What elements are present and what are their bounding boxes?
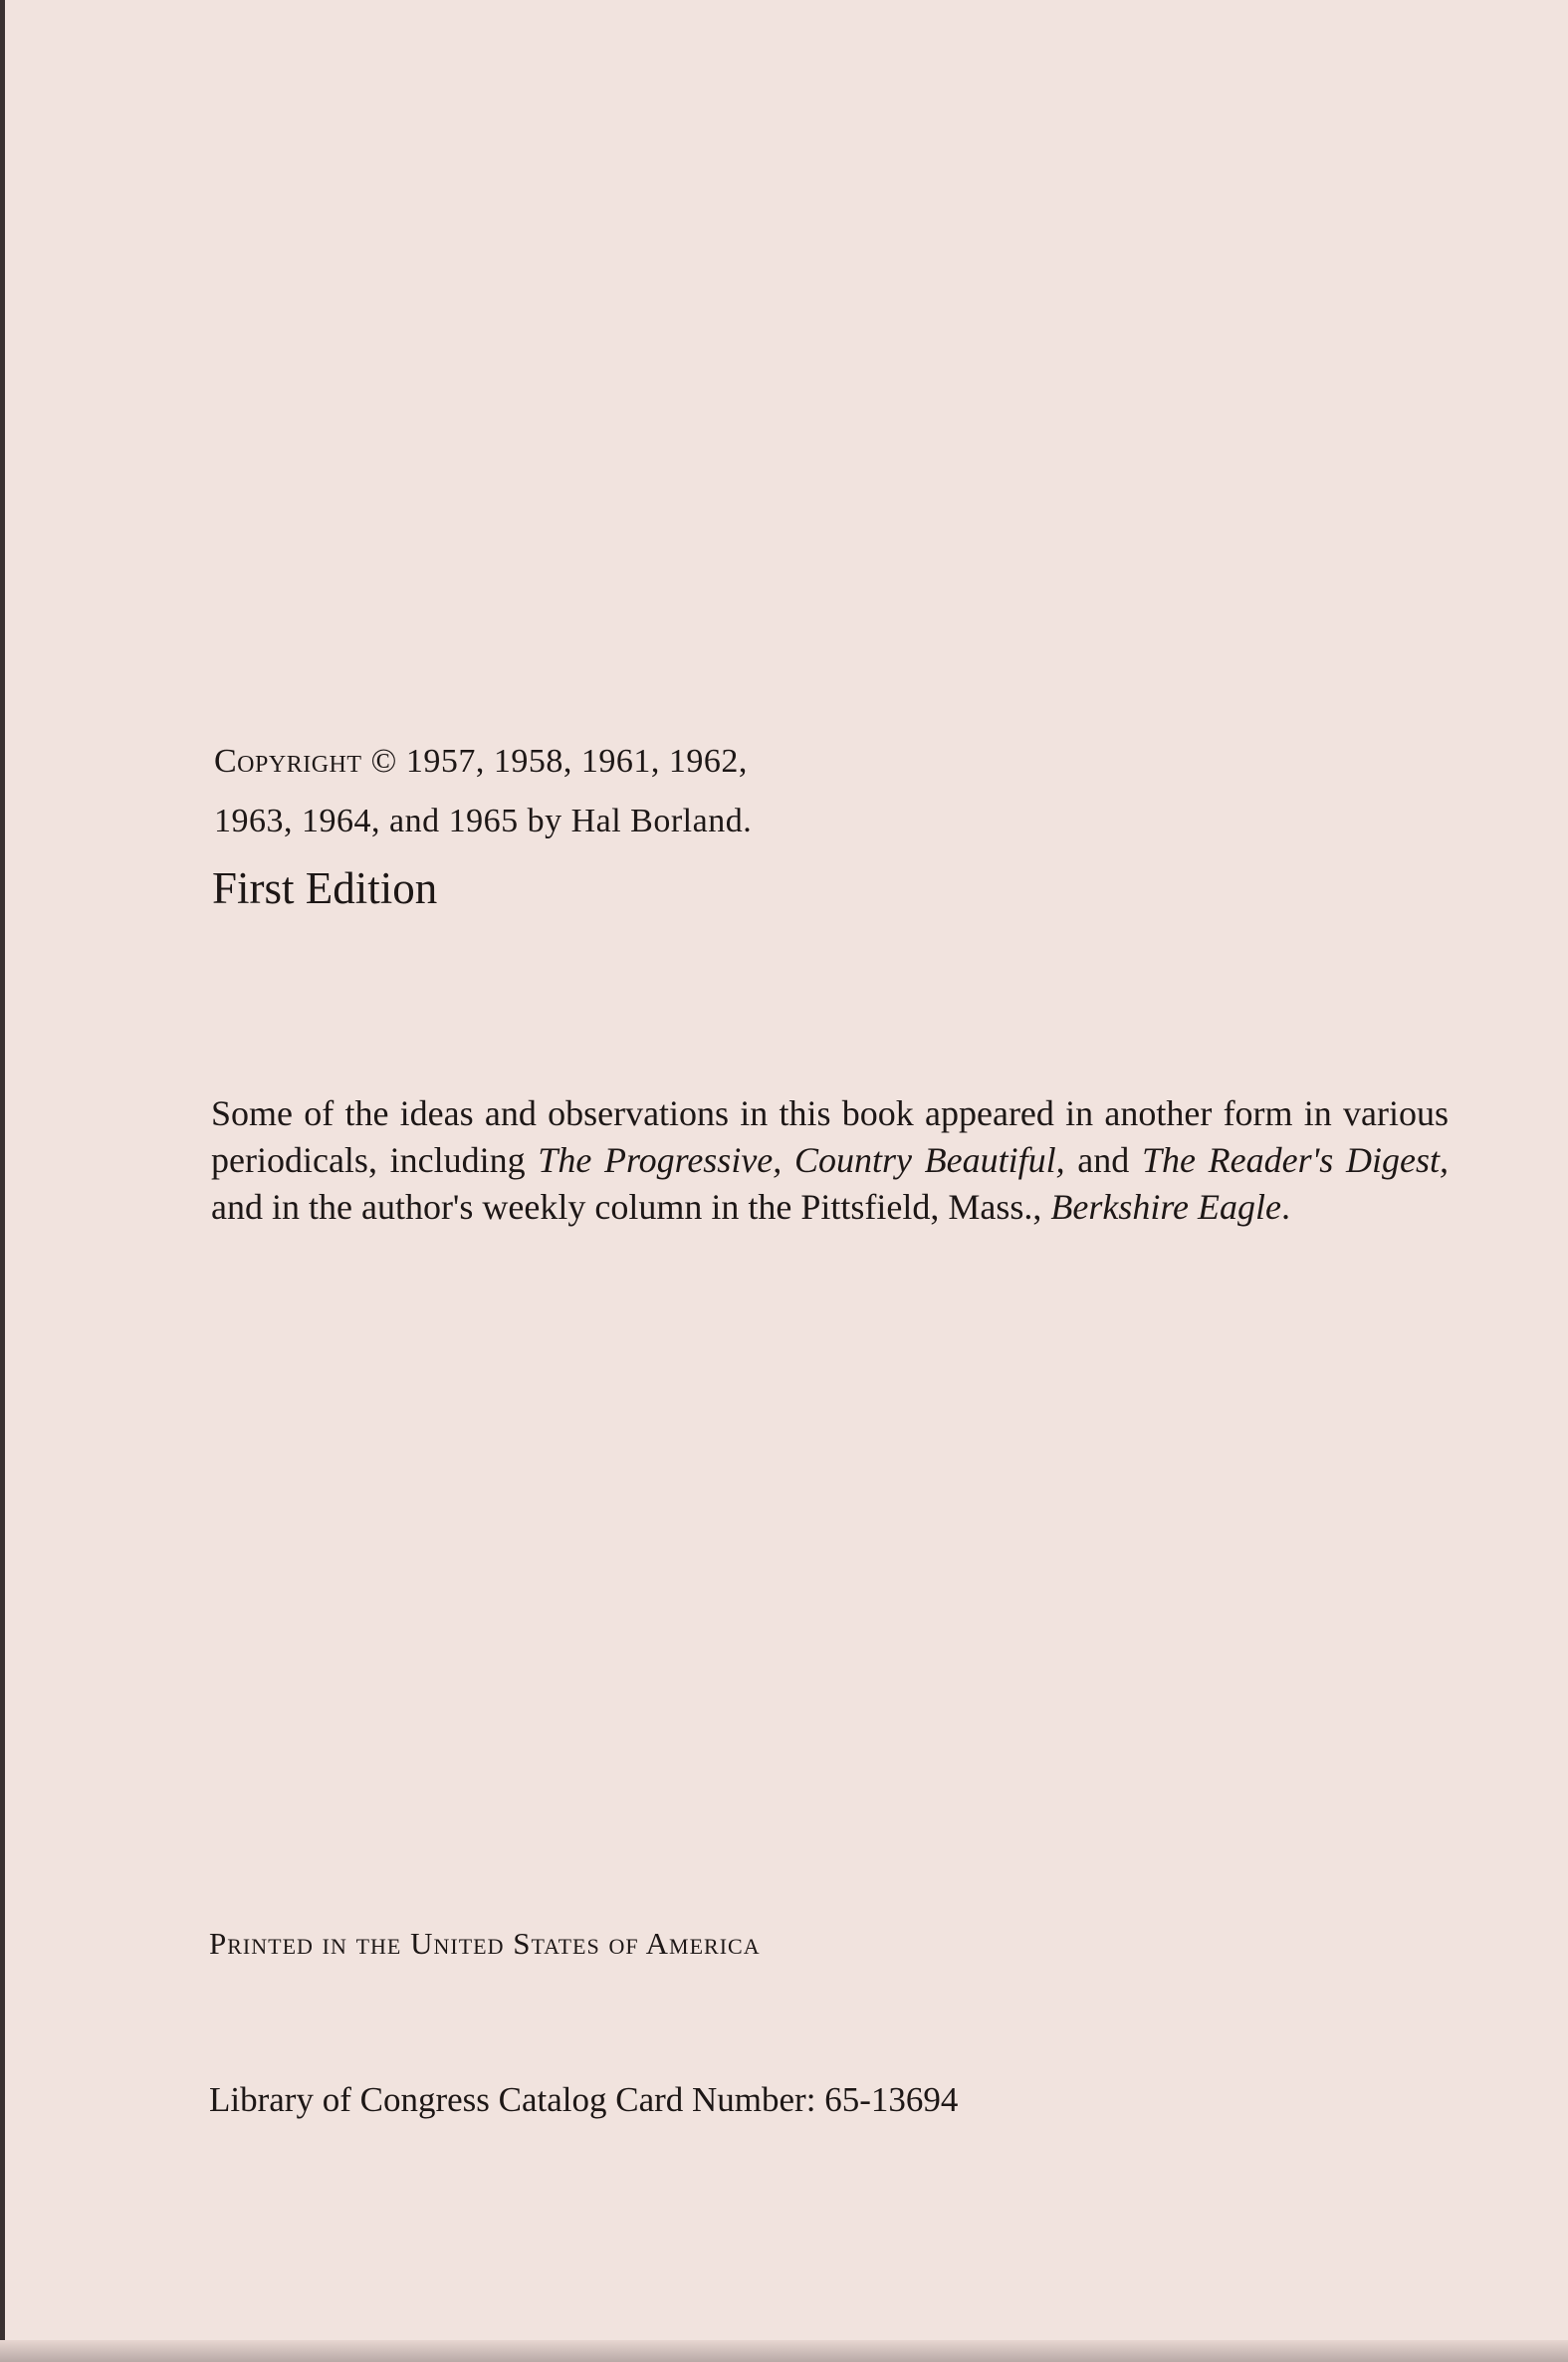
periodical-title-3: Berkshire Eagle — [1050, 1187, 1281, 1227]
copyright-label: Copyright — [214, 743, 362, 780]
copyright-line-1 — [214, 732, 971, 792]
copyright-years: 1957, 1958, 1961, 1962, — [405, 743, 748, 780]
copyright-symbol: © — [370, 743, 397, 780]
copyright-notice — [214, 732, 971, 851]
periodical-title-1: The Progressive, Country Beautiful, — [538, 1140, 1065, 1180]
acknowledgment-end: . — [1280, 1187, 1290, 1227]
acknowledgment-connector-2: and in the author's weekly column in the Pittsfield, Mass., — [211, 1187, 1051, 1227]
edition-statement: First Edition — [212, 863, 438, 913]
acknowledgment-connector-1: and — [1064, 1140, 1142, 1180]
periodical-title-2: The Reader's Digest, — [1141, 1140, 1449, 1180]
acknowledgment-paragraph — [211, 1090, 1449, 1231]
acknowledgment-intro: Some of the ideas and observations in this book appeared in another form in various periodicals, including — [211, 1093, 1449, 1180]
copyright-line-2: 1963, 1964, and 1965 by Hal Borland. — [214, 803, 753, 839]
page-bottom-edge — [0, 2340, 1568, 2362]
page-spine-edge — [0, 0, 5, 2362]
printed-in-statement: Printed in the United States of America — [209, 1926, 761, 1961]
library-of-congress-number: Library of Congress Catalog Card Number: 65-13694 — [209, 2080, 959, 2119]
